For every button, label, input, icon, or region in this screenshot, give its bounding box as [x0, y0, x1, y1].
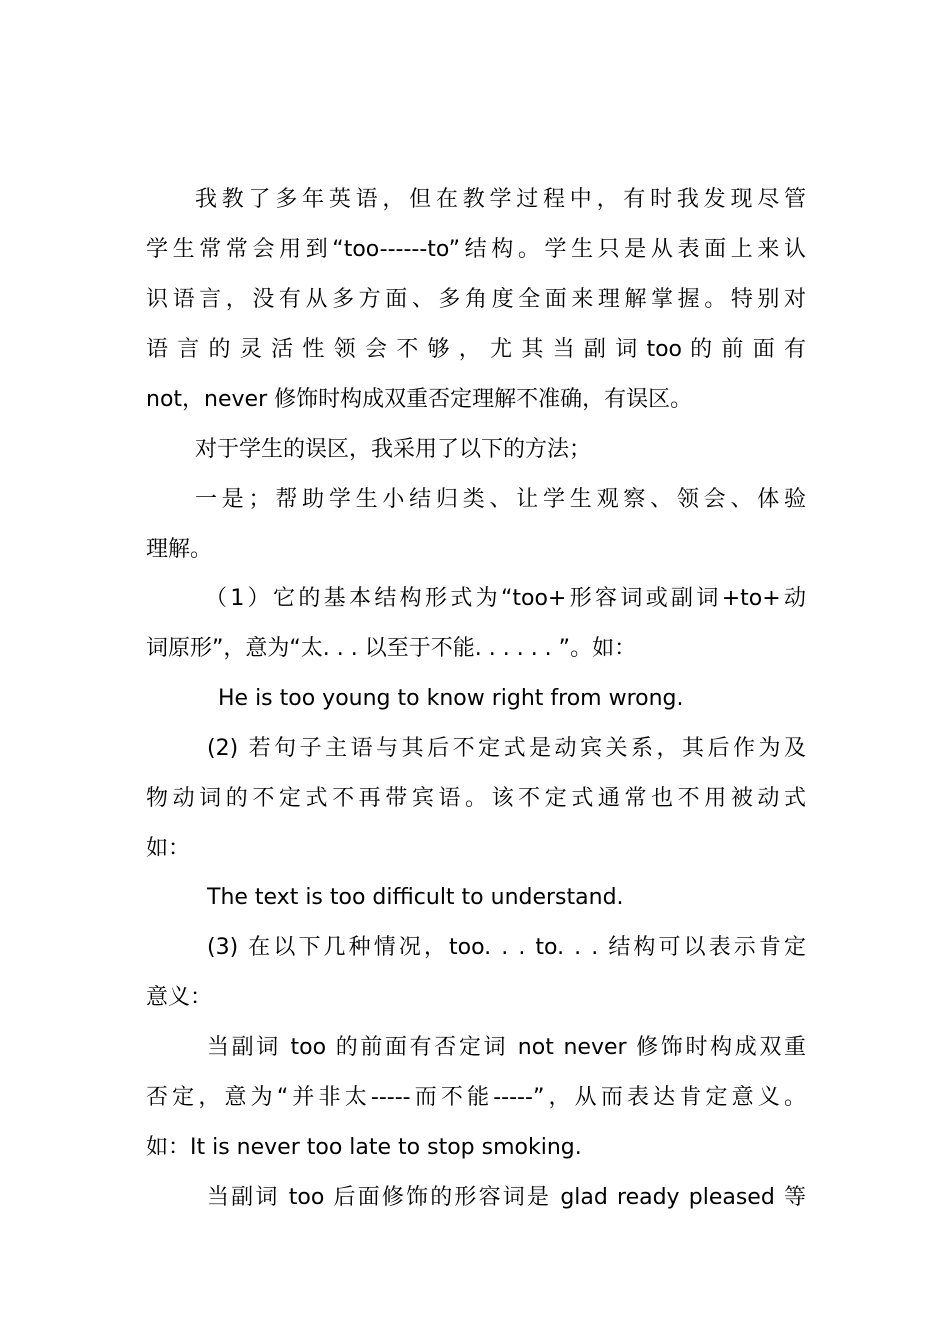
paragraph-line: 一是；帮助学生小结归类、让学生观察、领会、体验	[195, 487, 806, 512]
list-item-line: 意义：	[146, 985, 213, 1010]
paragraph-line: 对于学生的误区，我采用了以下的方法；	[195, 437, 592, 462]
paragraph-line: 当副词 too 的前面有否定词 not never 修饰时构成双重	[207, 1035, 806, 1060]
paragraph-line: 否定，意为“并非太-----而不能-----”，从而表达肯定意义。	[146, 1085, 806, 1110]
paragraph-line: 我教了多年英语，但在教学过程中，有时我发现尽管	[195, 187, 806, 212]
list-item-line: 如：	[146, 836, 191, 861]
paragraph-line: 理解。	[146, 537, 213, 562]
list-item-line: 词原形”，意为“太. . . 以至于不能. . . . . . ”。如：	[146, 636, 637, 661]
list-item-line: (3) 在以下几种情况，too. . . to. . . 结构可以表示肯定	[207, 935, 806, 960]
list-item-line: 物动词的不定式不再带宾语。该不定式通常也不用被动式	[146, 786, 806, 811]
paragraph-line: not，never 修饰时构成双重否定理解不准确，有误区。	[146, 387, 693, 412]
paragraph-line: 学生常常会用到“too------to”结构。学生只是从表面上来认	[146, 237, 806, 262]
paragraph-line: 当副词 too 后面修饰的形容词是 glad ready pleased 等	[207, 1185, 806, 1210]
list-item-line: (2) 若句子主语与其后不定式是动宾关系，其后作为及	[207, 736, 806, 761]
example-sentence: 如：It is never too late to stop smoking.	[146, 1135, 582, 1160]
paragraph-line: 语 言 的 灵 活 性 领 会 不 够 ， 尤 其 当 副 词 too 的 前 面 有	[146, 337, 806, 362]
paragraph-line: 识语言，没有从多方面、多角度全面来理解掌握。特别对	[146, 287, 806, 312]
list-item-line: （1）它的基本结构形式为“too+形容词或副词+to+动	[205, 586, 806, 611]
example-sentence: He is too young to know right from wrong.	[218, 686, 684, 711]
example-sentence: The text is too difficult to understand.	[207, 885, 624, 910]
